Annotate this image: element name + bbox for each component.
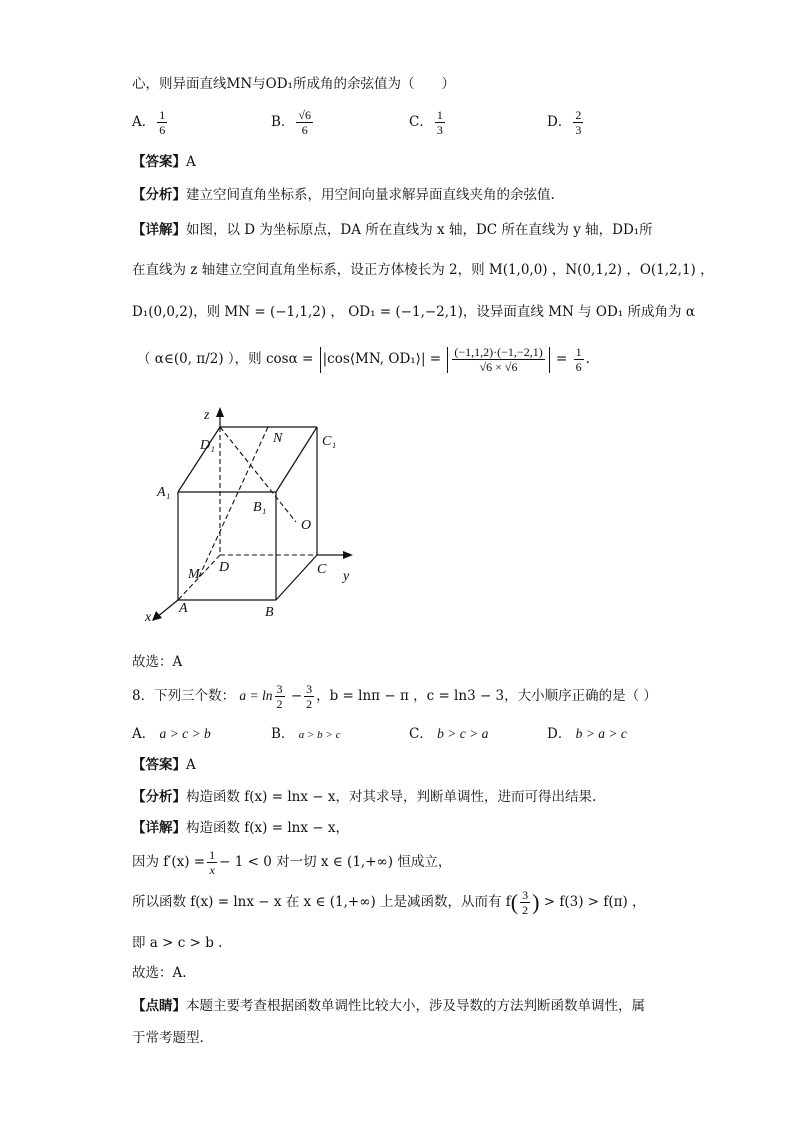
q7-stem: 心，则异面直线MN与OD₁所成角的余弦值为（ ） [132, 76, 455, 92]
q7-conclusion: 故选：A [132, 654, 183, 670]
label-y: y [343, 569, 350, 584]
q7-option-c: C． $\frac{1}{3}$ [409, 108, 443, 137]
label-z: z [204, 408, 210, 423]
q7-detail-3: D₁(0,0,2)，则 MN = (−1,1,2) ， OD₁ = (−1,−2,1)，设异面直线 MN 与 OD₁ 所成角为 α [132, 304, 695, 320]
edge-b-c [276, 555, 317, 600]
x-axis-arrow [152, 611, 162, 621]
q7-option-d: D． $\frac{2}{3}$ [547, 108, 582, 137]
label-b1: B₁ [253, 500, 267, 515]
label-a: A [179, 601, 188, 616]
q8-detail-1: 【详解】构造函数 f(x) = lnx − x， [132, 820, 349, 836]
q8-detail-2: 因为 f′(x) = $\frac{1}{x}$ − 1 < 0 对一切 x ∈ (1,+∞) 恒成立， [132, 848, 452, 877]
q8-comment-2: 于常考题型. [132, 1030, 204, 1046]
cube-figure [135, 405, 395, 640]
y-axis-arrow [343, 551, 353, 559]
label-x: x [145, 610, 152, 625]
label-c: C [317, 562, 327, 577]
label-c1: C₁ [322, 434, 337, 449]
label-d1: D₁ [200, 438, 215, 453]
q7-option-b: B． $\frac{√6}{6}$ [271, 108, 312, 137]
z-axis-arrow [216, 407, 224, 417]
q8-detail-3: 所以函数 f(x) = lnx − x 在 x ∈ (1,+∞) 上是减函数，从而有 f( $\frac{3}{2}$ ) > f(3) > f(π) ， [132, 888, 646, 917]
q7-detail-4: （ α∈(0, π/2) ），则 cosα = |cos⟨MN, OD₁⟩| = $\frac{(-1,1,2)\cdot(-1,-2,1)}{√6 \times √6}$ = $\frac{1}{6}$ . [137, 345, 590, 374]
q8-answer: 【答案】A [132, 757, 196, 773]
q7-analysis: 【分析】建立空间直角坐标系，用空间向量求解异面直线夹角的余弦值. [132, 187, 555, 203]
q7-option-a: A． $\frac{1}{6}$ [132, 108, 166, 137]
q7-answer: 【答案】A [132, 154, 196, 170]
label-m: M [188, 567, 200, 582]
label-o: O [301, 518, 312, 533]
q8-option-c: C． b > c > a [409, 726, 489, 742]
q8-option-a: A． a > c > b [132, 726, 211, 742]
q8-option-b: B． a > b > c [271, 726, 341, 742]
q7-detail-1: 【详解】如图，以 D 为坐标原点，DA 所在直线为 x 轴，DC 所在直线为 y 轴，DD₁所 [132, 222, 653, 238]
q8-option-d: D． b > a > c [547, 726, 627, 742]
q7-detail-2: 在直线为 z 轴建立空间直角坐标系，设正方体棱长为 2，则 M(1,0,0) ，N(0,1,2) ，O(1,2,1) ， [132, 262, 714, 278]
edge-a1-d1 [178, 427, 220, 492]
label-b: B [265, 605, 274, 620]
label-a1: A₁ [157, 485, 171, 500]
label-d: D [219, 560, 230, 575]
q8-comment-1: 【点睛】本题主要考查根据函数单调性比较大小，涉及导数的方法判断函数单调性，属 [132, 998, 645, 1014]
x-axis-line [157, 600, 178, 617]
q8-stem: 8．下列三个数： a = ln $\frac{3}{2}$ − $\frac{3}{2}$ ，b = lnπ − π ，c = ln3 − 3，大小顺序正确的是（ ） [132, 682, 657, 711]
q8-conclusion: 故选：A. [132, 965, 187, 981]
q8-detail-4: 即 a > c > b . [132, 935, 223, 951]
q8-analysis: 【分析】构造函数 f(x) = lnx − x，对其求导，判断单调性，进而可得出结果. [132, 789, 597, 805]
label-n: N [273, 431, 283, 446]
